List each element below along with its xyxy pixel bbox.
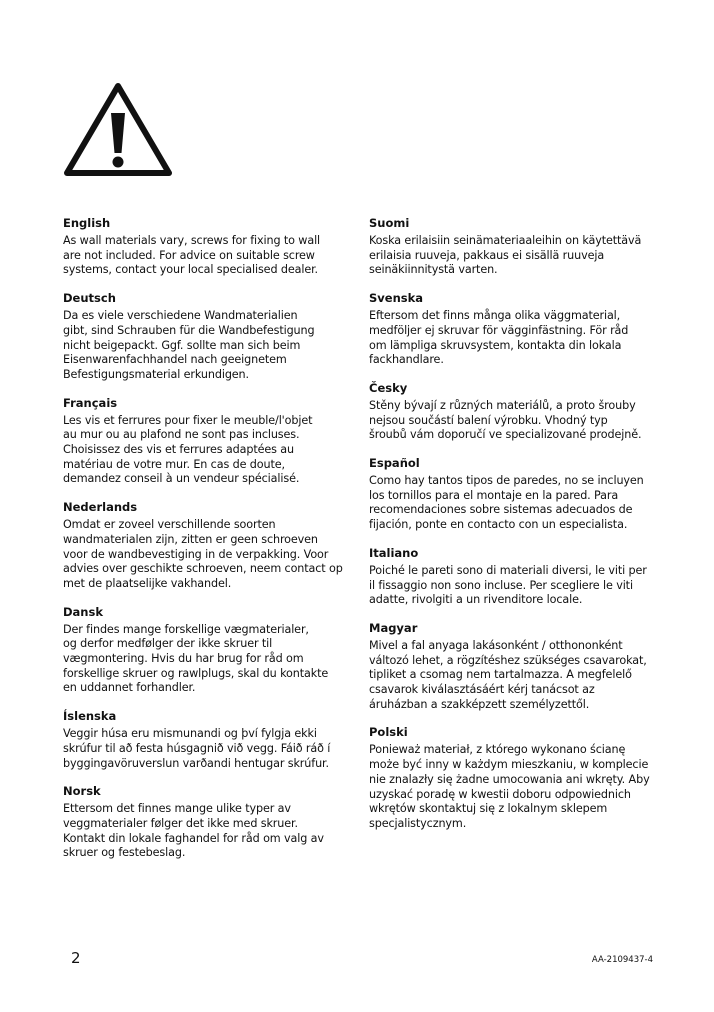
section-norsk	[63, 784, 353, 861]
section-cesky	[369, 381, 659, 443]
language-heading: English	[63, 216, 111, 230]
page-number: 2	[71, 949, 81, 967]
language-heading: Norsk	[63, 784, 101, 799]
language-heading: Íslenska	[63, 709, 117, 724]
right-column	[369, 216, 659, 845]
language-text: Les vis et ferrures pour fixer le meuble/l'objet au mur ou au plafond ne sont pas incluses. Choisissez des vis et ferrures adaptées au matériau de votre mur. En cas de doute, demandez conseil à un vendeur spécialisé.	[63, 413, 313, 486]
language-text: Mivel a fal anyaga lakásonként / otthononként változó lehet, a rögzítéshez szükséges csavarokat, tipliket a csomag nem tartalmazza. A megfelelő csavarok kiválasztásáért kérj tanácsot az áruházban a szakképzett személyzettől.	[369, 638, 647, 711]
warning-triangle-icon	[62, 80, 174, 178]
section-francais	[63, 396, 353, 488]
language-text: As wall materials vary, screws for fixing to wall are not included. For advice on suitable screw systems, contact your local specialised dealer.	[63, 234, 321, 277]
language-heading: Deutsch	[63, 291, 116, 306]
language-text: Ettersom det finnes mange ulike typer av veggmaterialer følger det ikke med skruer. Kontakt din lokale faghandel for råd om valg av skruer og festebeslag.	[63, 802, 324, 860]
language-text: Omdat er zoveel verschillende soorten wandmaterialen zijn, zitten er geen schroeven voor de wandbevestiging in de verpakking. Voor advies over geschikte schroeven, neem contact op met de plaatselijke vakhandel.	[63, 518, 343, 590]
section-dansk	[63, 605, 353, 697]
language-text: Eftersom det finns många olika väggmaterial, medföljer ej skruvar för vägginfästning. För råd om lämpliga skruvsystem, kontakta din lokala fackhandlare.	[369, 309, 629, 367]
language-heading: Français	[63, 395, 118, 410]
language-text: Ponieważ materiał, z którego wykonano ścianę może być inny w każdym mieszkaniu, w komplecie nie znalazły się żadne umocowania ani wkręty. Aby uzyskać poradę w kwestii doboru odpowiednich wkrętów skontaktuj się z lokalnym sklepem specjalistycznym.	[369, 743, 650, 830]
language-text: Stěny bývají z různých materiálů, a proto šrouby nejsou součástí balení výrobku. Vhodný typ šroubů vám doporučí ve specializované prodejně.	[369, 398, 642, 442]
language-text: Da es viele verschiedene Wandmaterialien gibt, sind Schrauben für die Wandbefestigung nicht beigepackt. Ggf. sollte man sich beim Eisenwarenfachhandel nach geeignetem Befestigungsmaterial erkundigen.	[63, 309, 315, 381]
language-text: Como hay tantos tipos de paredes, no se incluyen los tornillos para el montaje en la pared. Para recomendaciones sobre sistemas adecuados de fijación, ponte en contacto con un especialista.	[369, 474, 644, 532]
section-italiano	[369, 546, 659, 608]
language-heading: Magyar	[369, 620, 418, 635]
language-text: Veggir húsa eru mismunandi og því fylgja ekki skrúfur til að festa húsgagnið við vegg. Fáið ráð í byggingavöruverslun varðandi hentugar skrúfur.	[63, 727, 331, 770]
language-text: Poiché le pareti sono di materiali diversi, le viti per il fissaggio non sono incluse. Per scegliere le viti adatte, rivolgiti a un rivenditore locale.	[369, 563, 647, 607]
section-magyar	[369, 621, 659, 713]
language-text: Koska erilaisiin seinämateriaaleihin on käytettävä erilaisia ruuveja, pakkaus ei sisällä ruuveja seinäkiinnitystä varten.	[369, 234, 642, 277]
section-suomi	[369, 216, 659, 278]
language-heading: Suomi	[369, 216, 410, 230]
language-text: Der findes mange forskellige vægmaterialer, og derfor medfølger der ikke skruer til vægmontering. Hvis du har brug for råd om forskellige skruer og rawlplugs, skal du kontakte en uddannet forhandler.	[63, 622, 329, 695]
section-polski	[369, 725, 659, 831]
language-heading: Dansk	[63, 604, 103, 619]
language-heading: Polski	[369, 725, 408, 740]
left-column	[63, 216, 353, 874]
section-nederlands	[63, 500, 353, 592]
language-heading: Svenska	[369, 291, 424, 306]
section-svenska	[369, 291, 659, 368]
section-espanol	[369, 456, 659, 533]
language-heading: Italiano	[369, 545, 419, 560]
language-heading: Nederlands	[63, 500, 138, 515]
language-heading: Česky	[369, 380, 408, 395]
document-id: AA-2109437-4	[591, 955, 653, 965]
section-deutsch	[63, 291, 353, 383]
section-islenska	[63, 709, 353, 771]
language-heading: Español	[369, 456, 420, 471]
section-english	[63, 216, 353, 278]
